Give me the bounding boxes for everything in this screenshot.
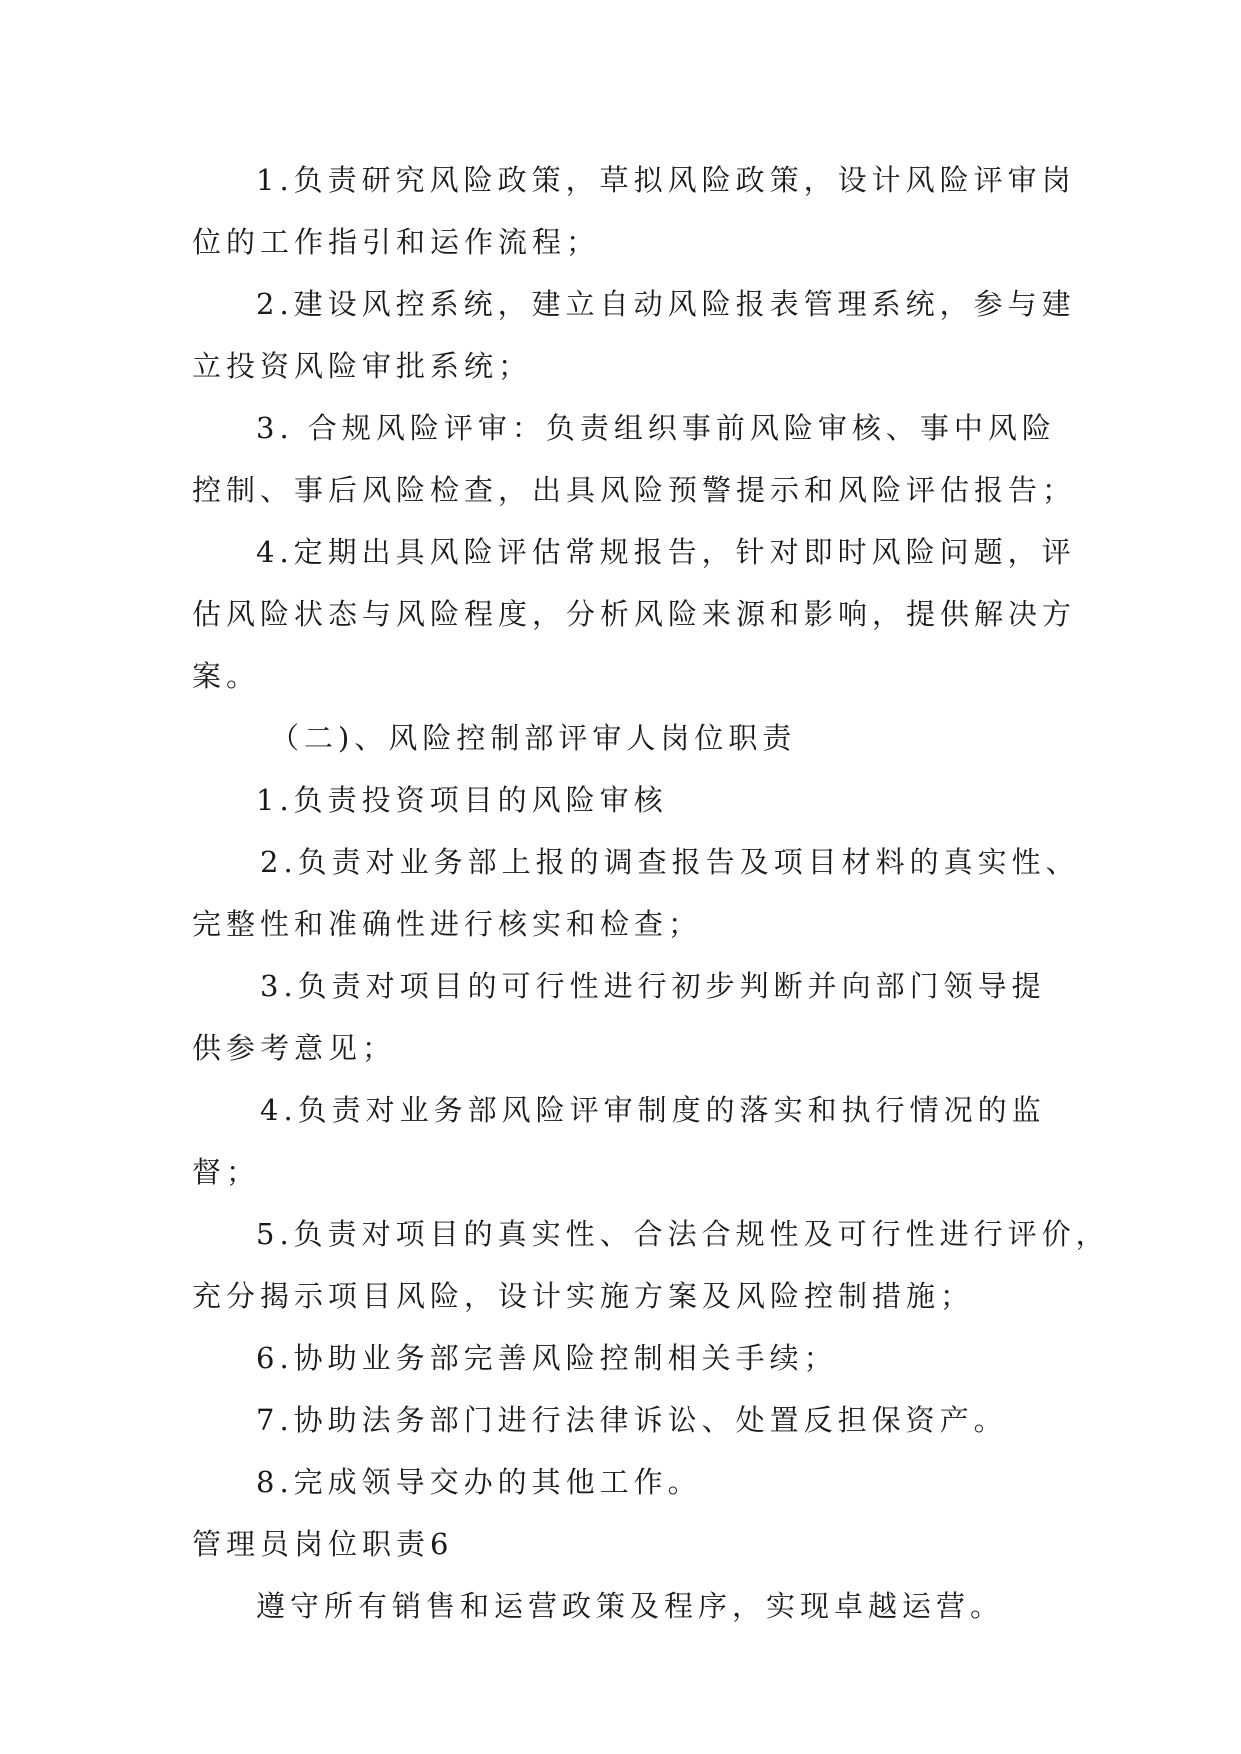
paragraph-line: 供参考意见；: [192, 1031, 397, 1065]
paragraph-line: 4.负责对业务部风险评审制度的落实和执行情况的监: [260, 1093, 1046, 1127]
paragraph-line: 督；: [192, 1155, 261, 1189]
paragraph-line: 6.协助业务部完善风险控制相关手续；: [256, 1341, 838, 1375]
document-page: [192, 160, 1110, 1648]
paragraph-line: 4.定期出具风险评估常规报告，针对即时风险问题，评: [256, 535, 1076, 569]
paragraph-line: 2.建设风控系统，建立自动风险报表管理系统，参与建: [256, 287, 1076, 321]
paragraph-line: 1.负责研究风险政策，草拟风险政策，设计风险评审岗: [256, 163, 1076, 197]
paragraph-line: 立投资风险审批系统；: [192, 349, 533, 383]
paragraph-line: 7.协助法务部门进行法律诉讼、处置反担保资产。: [256, 1403, 1008, 1437]
paragraph-line: 5.负责对项目的真实性、合法合规性及可行性进行评价，: [256, 1217, 1110, 1251]
paragraph-line: 2.负责对业务部上报的调查报告及项目材料的真实性、: [260, 845, 1080, 879]
paragraph-line: 1.负责投资项目的风险审核: [256, 783, 668, 817]
paragraph-line: 遵守所有销售和运营政策及程序，实现卓越运营。: [256, 1589, 1005, 1623]
subsection-title: 管理员岗位职责6: [192, 1527, 454, 1561]
paragraph-line: 8.完成领导交办的其他工作。: [256, 1465, 702, 1499]
paragraph-line: 案。: [192, 659, 261, 693]
section-heading: （二)、风险控制部评审人岗位职责: [270, 721, 797, 755]
paragraph-line: 完整性和准确性进行核实和检查；: [192, 907, 703, 941]
paragraph-line: 控制、事后风险检查，出具风险预警提示和风险评估报告；: [192, 473, 1077, 507]
paragraph-line: 3.负责对项目的可行性进行初步判断并向部门领导提: [260, 969, 1046, 1003]
paragraph-line: 3. 合规风险评审：负责组织事前风险审核、事中风险: [256, 411, 1056, 445]
paragraph-line: 位的工作指引和运作流程；: [192, 225, 601, 259]
paragraph-line: 估风险状态与风险程度，分析风险来源和影响，提供解决方: [192, 597, 1077, 631]
paragraph-line: 充分揭示项目风险，设计实施方案及风险控制措施；: [192, 1279, 975, 1313]
